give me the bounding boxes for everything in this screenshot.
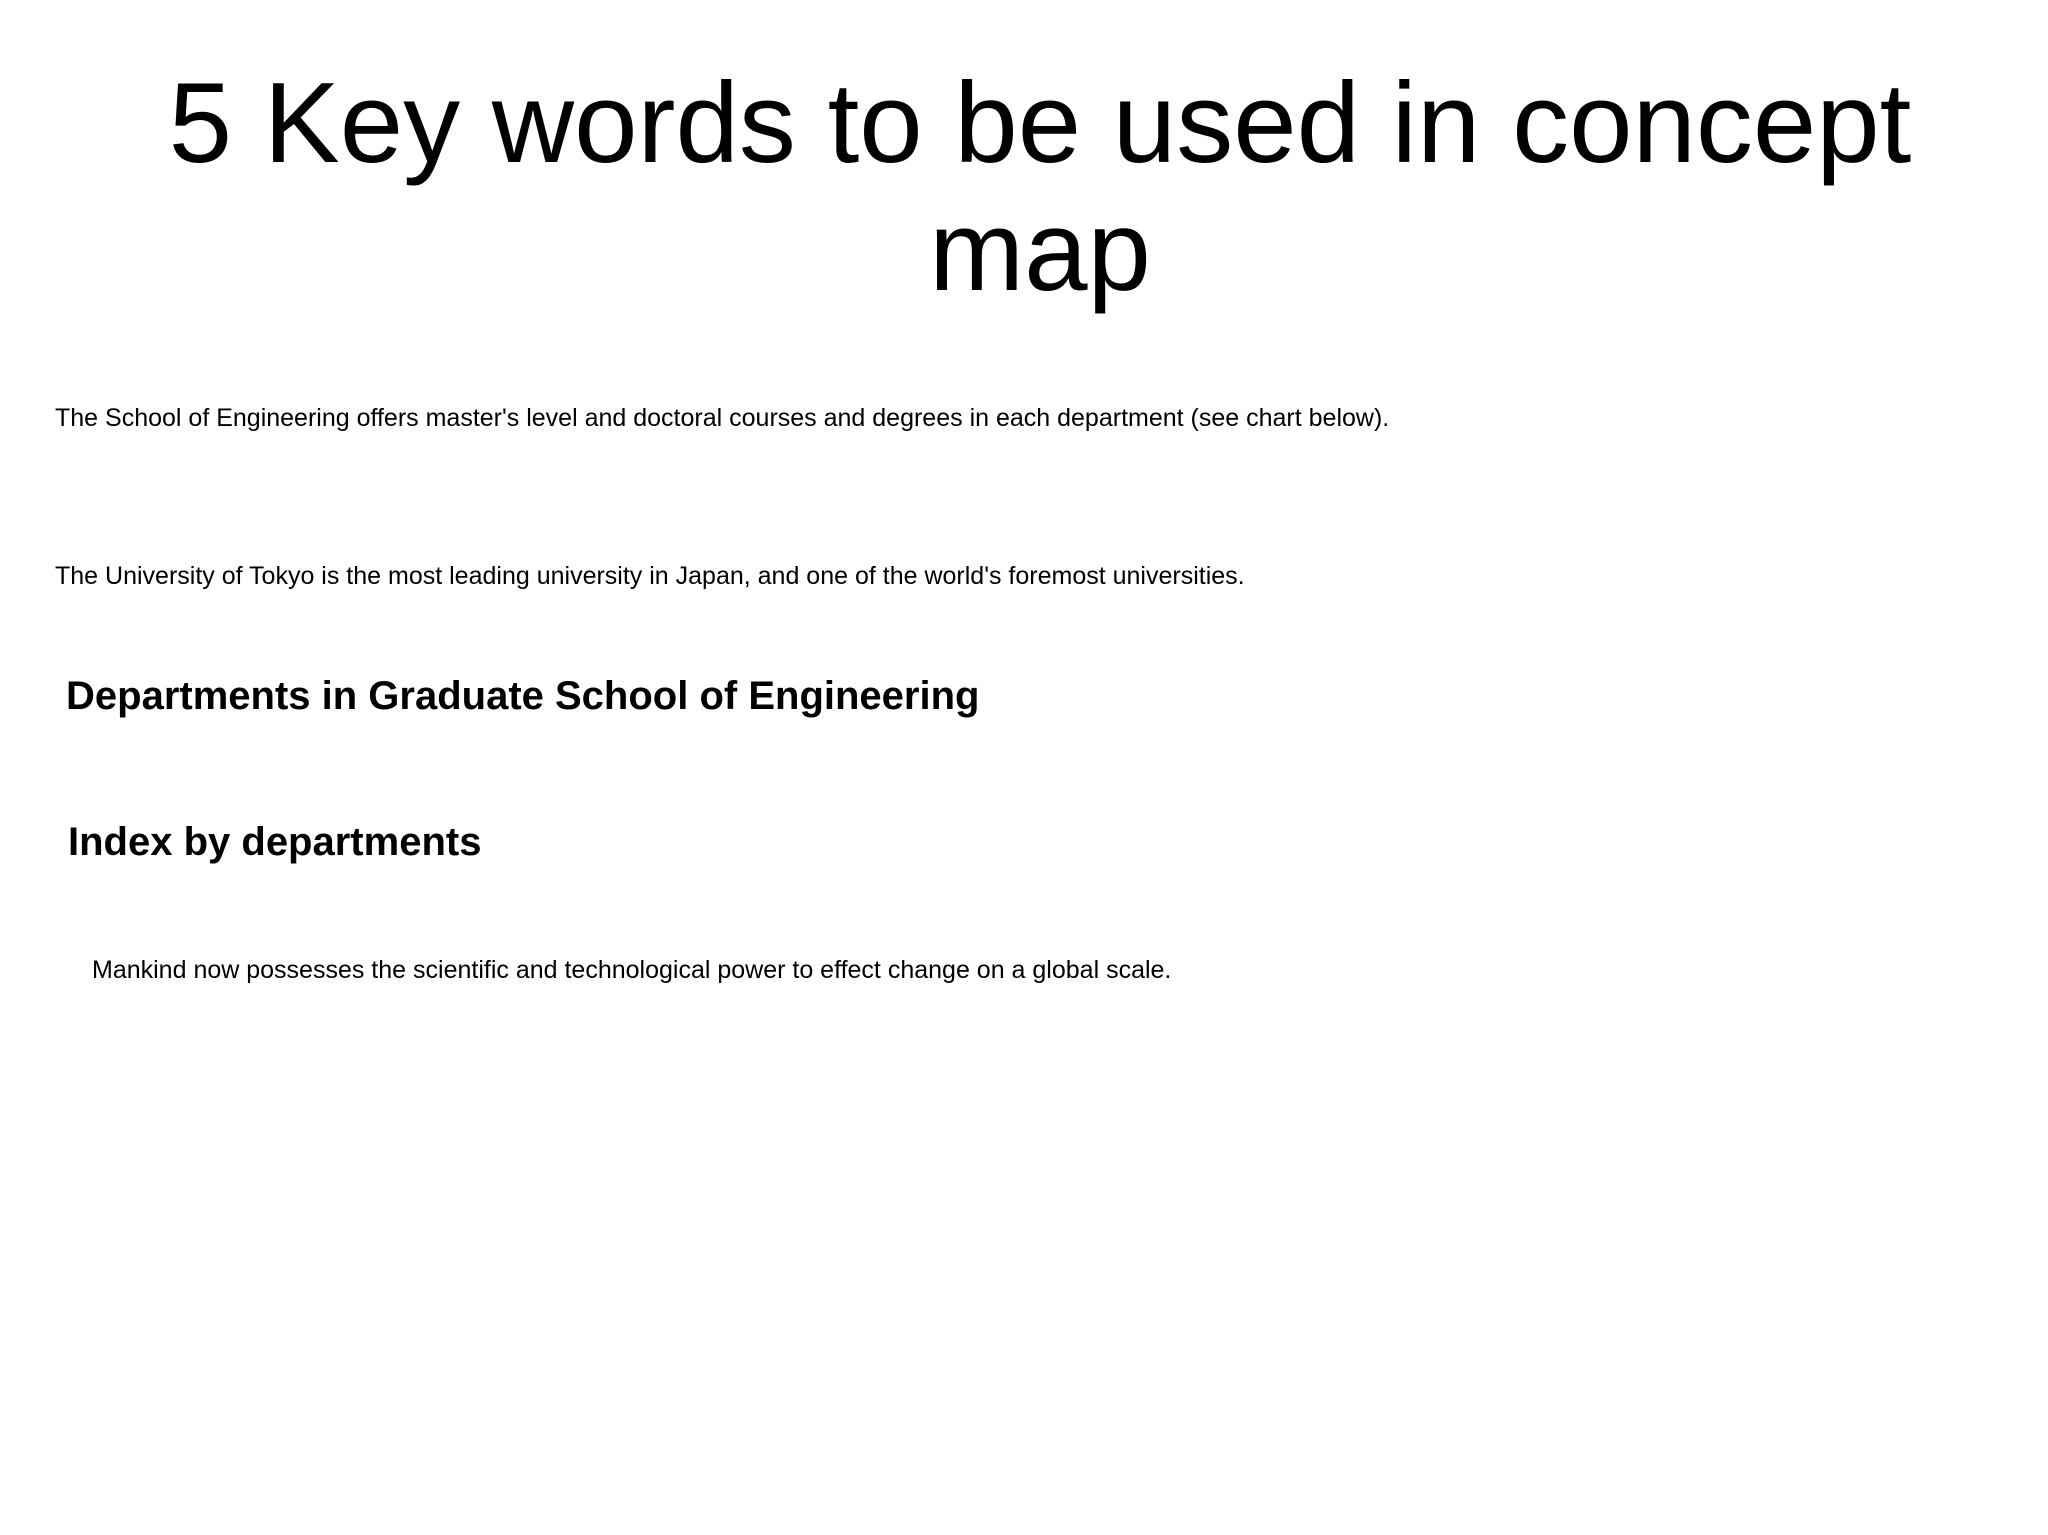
university-description-text: The University of Tokyo is the most leading university in Japan, and one of the world's foremost universities. <box>55 562 1245 590</box>
departments-heading: Departments in Graduate School of Engineering <box>66 674 980 718</box>
slide-title: 5 Key words to be used in concept map <box>168 60 1912 315</box>
mankind-statement-text: Mankind now possesses the scientific and technological power to effect change on a global scale. <box>92 956 1172 984</box>
engineering-courses-text: The School of Engineering offers master's level and doctoral courses and degrees in each department (see chart below). <box>55 404 1390 432</box>
index-heading: Index by departments <box>68 820 482 864</box>
